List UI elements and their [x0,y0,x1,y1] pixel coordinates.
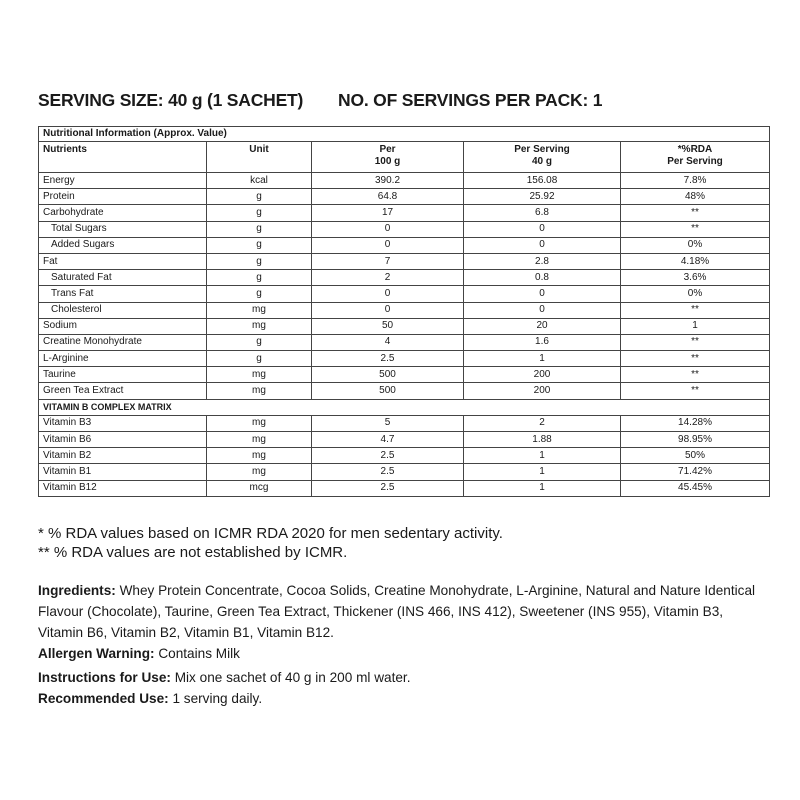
unit-cell: mg [207,464,312,480]
nutrient-name: Creatine Monohydrate [39,334,207,350]
rda-cell: 0% [621,237,770,253]
rda-cell: 71.42% [621,464,770,480]
rda-cell: 3.6% [621,270,770,286]
nutrient-name: Cholesterol [39,302,207,318]
per-100g-cell: 64.8 [312,189,464,205]
per-100g-cell: 2.5 [312,464,464,480]
rda-cell: 50% [621,448,770,464]
unit-cell: mg [207,383,312,399]
unit-cell: g [207,351,312,367]
nutrient-name: Vitamin B3 [39,415,207,431]
per-serving-cell: 20 [464,318,621,334]
nutrient-name: Added Sugars [39,237,207,253]
per-serving-cell: 6.8 [464,205,621,221]
table-row [39,286,770,302]
table-title: Nutritional Information (Approx. Value) [39,127,770,142]
table-row [39,415,770,431]
per-serving-cell: 25.92 [464,189,621,205]
rda-cell: 7.8% [621,173,770,189]
table-row [39,189,770,205]
per-serving-cell: 0 [464,237,621,253]
rda-cell: ** [621,367,770,383]
per-100g-cell: 2.5 [312,480,464,496]
unit-cell: g [207,237,312,253]
table-row [39,448,770,464]
unit-cell: g [207,221,312,237]
per-100g-cell: 5 [312,415,464,431]
rda-cell: ** [621,205,770,221]
per-100g-cell: 0 [312,221,464,237]
per-100g-cell: 4.7 [312,432,464,448]
allergen-warning: Allergen Warning: Contains Milk [38,646,240,661]
per-100g-cell: 17 [312,205,464,221]
rda-cell: 4.18% [621,253,770,269]
unit-cell: g [207,205,312,221]
table-row [39,432,770,448]
table-row [39,334,770,350]
per-serving-cell: 1 [464,480,621,496]
serving-size: SERVING SIZE: 40 g (1 SACHET) [38,90,304,110]
rda-cell: 48% [621,189,770,205]
per-100g-cell: 0 [312,286,464,302]
nutrient-name: Fat [39,253,207,269]
unit-cell: g [207,270,312,286]
nutrient-name: Green Tea Extract [39,383,207,399]
rda-cell: 98.95% [621,432,770,448]
per-serving-cell: 200 [464,383,621,399]
per-serving-cell: 0.8 [464,270,621,286]
rda-basis-note: * % RDA values based on ICMR RDA 2020 for men sedentary activity. [38,525,503,542]
per-serving-cell: 0 [464,302,621,318]
unit-cell: g [207,253,312,269]
nutrient-name: L-Arginine [39,351,207,367]
ingredients: Ingredients: Whey Protein Concentrate, Cocoa Solids, Creatine Monohydrate, L-Arginine, Natural and Nature Identical Flavour (Chocolate), Taurine, Green Tea Extract, Thickener (INS 466, INS 412), Sweetener (INS 955), Vitamin B3, Vitamin B6, Vitamin B2, Vitamin B1, Vitamin B12. [38,583,756,640]
nutrient-name: Vitamin B6 [39,432,207,448]
table-row [39,480,770,496]
unit-cell: mg [207,318,312,334]
nutrient-name: Carbohydrate [39,205,207,221]
table-row [39,205,770,221]
unit-cell: mcg [207,480,312,496]
table-row [39,383,770,399]
instructions-for-use: Instructions for Use: Mix one sachet of 40 g in 200 ml water. [38,670,411,685]
per-serving-cell: 1.6 [464,334,621,350]
recommended-use: Recommended Use: 1 serving daily. [38,691,263,706]
unit-cell: g [207,334,312,350]
unit-cell: g [207,189,312,205]
rda-cell: ** [621,221,770,237]
rda-cell: 45.45% [621,480,770,496]
nutrient-name: Sodium [39,318,207,334]
rda-cell: ** [621,383,770,399]
per-100g-cell: 2.5 [312,351,464,367]
table-row [39,270,770,286]
nutrient-name: Vitamin B2 [39,448,207,464]
unit-cell: mg [207,302,312,318]
table-row [39,351,770,367]
label-details [38,580,763,709]
section-row [39,399,770,415]
per-serving-cell: 156.08 [464,173,621,189]
nutrient-name: Taurine [39,367,207,383]
nutrient-name: Saturated Fat [39,270,207,286]
per-100g-cell: 0 [312,237,464,253]
per-100g-cell: 0 [312,302,464,318]
per-serving-cell: 2.8 [464,253,621,269]
col-nutrients: Nutrients [39,142,207,173]
table-row [39,221,770,237]
per-100g-cell: 7 [312,253,464,269]
rda-cell: ** [621,351,770,367]
col-unit: Unit [207,142,312,173]
per-100g-cell: 500 [312,367,464,383]
col-per-serving: Per Serving 40 g [464,142,621,173]
rda-cell: 0% [621,286,770,302]
unit-cell: mg [207,415,312,431]
per-serving-cell: 0 [464,286,621,302]
per-100g-cell: 390.2 [312,173,464,189]
table-row [39,173,770,189]
unit-cell: mg [207,367,312,383]
column-header-row [39,142,770,173]
col-rda: *%RDA Per Serving [621,142,770,173]
table-title-row [39,127,770,142]
table-row [39,302,770,318]
per-serving-cell: 200 [464,367,621,383]
nutrition-table [38,126,770,497]
per-serving-cell: 2 [464,415,621,431]
table-row [39,237,770,253]
per-serving-cell: 0 [464,221,621,237]
per-100g-cell: 50 [312,318,464,334]
per-100g-cell: 2 [312,270,464,286]
nutrient-name: Protein [39,189,207,205]
rda-notes [38,524,503,562]
table-row [39,318,770,334]
rda-cell: ** [621,302,770,318]
per-100g-cell: 2.5 [312,448,464,464]
nutrient-name: Total Sugars [39,221,207,237]
rda-cell: ** [621,334,770,350]
unit-cell: mg [207,432,312,448]
rda-cell: 1 [621,318,770,334]
rda-cell: 14.28% [621,415,770,431]
nutrient-name: Trans Fat [39,286,207,302]
per-100g-cell: 500 [312,383,464,399]
nutrient-name: Vitamin B12 [39,480,207,496]
unit-cell: mg [207,448,312,464]
nutrient-name: Vitamin B1 [39,464,207,480]
table-row [39,464,770,480]
per-serving-cell: 1 [464,448,621,464]
per-serving-cell: 1.88 [464,432,621,448]
servings-per-pack: NO. OF SERVINGS PER PACK: 1 [338,90,603,110]
per-serving-cell: 1 [464,464,621,480]
per-serving-cell: 1 [464,351,621,367]
table-row [39,253,770,269]
unit-cell: g [207,286,312,302]
table-row [39,367,770,383]
nutrient-name: Energy [39,173,207,189]
per-100g-cell: 4 [312,334,464,350]
section-title: VITAMIN B COMPLEX MATRIX [39,399,770,415]
rda-not-established-note: ** % RDA values are not established by ICMR. [38,544,348,561]
col-per-100g: Per 100 g [312,142,464,173]
unit-cell: kcal [207,173,312,189]
